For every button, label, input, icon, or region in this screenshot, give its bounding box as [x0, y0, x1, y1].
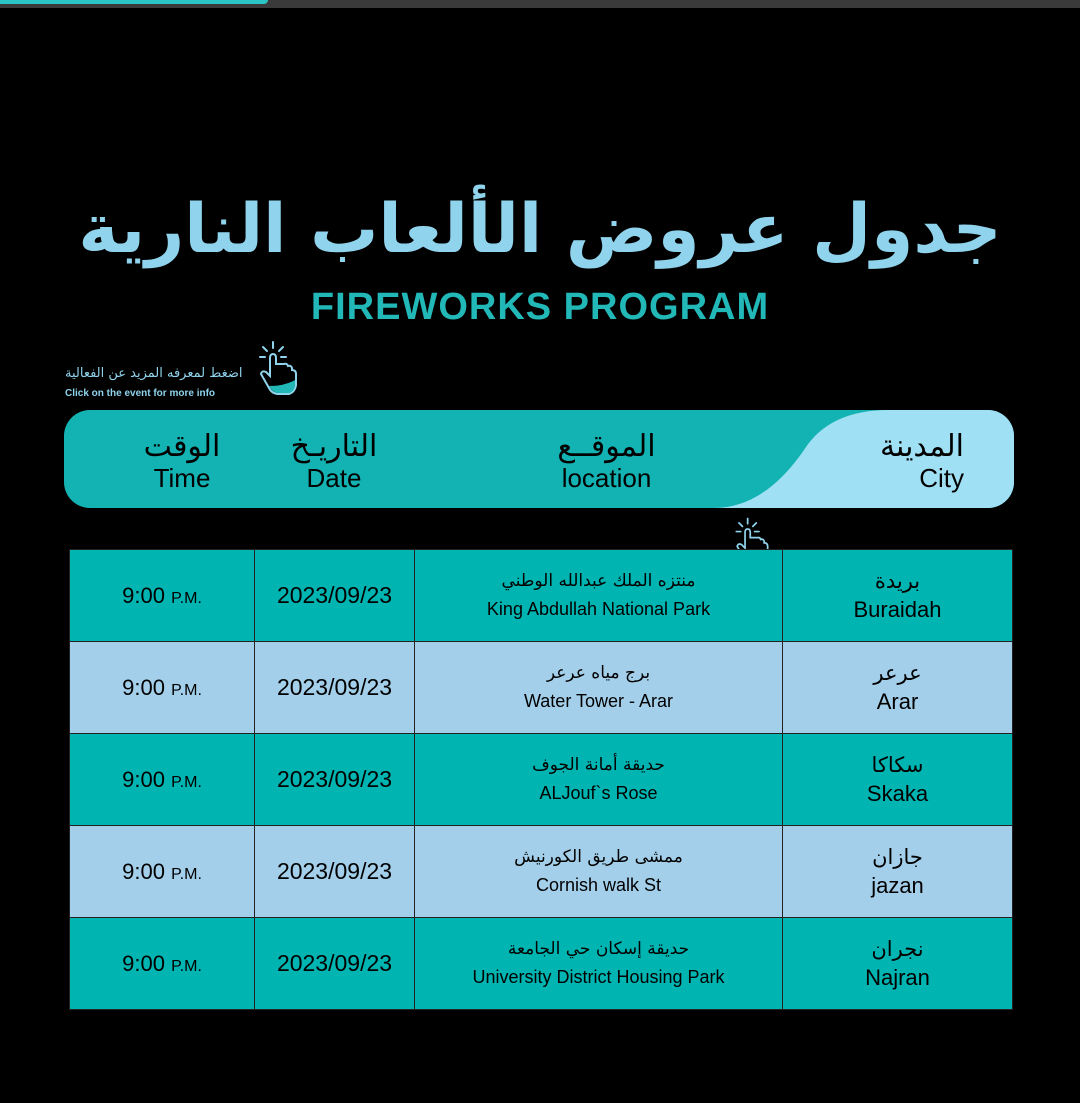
location-cell[interactable] [415, 826, 783, 918]
header-date [274, 430, 394, 493]
header-location-en: location [561, 462, 652, 493]
table-row[interactable] [70, 642, 1013, 734]
header-city-ar: المدينة [879, 429, 964, 464]
time-suffix: P.M. [171, 773, 202, 791]
table-row[interactable] [70, 826, 1013, 918]
date-cell: 2023/09/23 [255, 734, 415, 826]
location-en: King Abdullah National Park [486, 599, 711, 619]
header-date-en: Date [306, 462, 362, 493]
city-ar: بريدة [874, 568, 921, 593]
header-location [524, 430, 689, 493]
location-en: ALJouf`s Rose [539, 783, 658, 803]
location-en: Cornish walk St [535, 875, 662, 895]
time-suffix: P.M. [171, 865, 202, 883]
title-english: FIREWORKS PROGRAM [310, 286, 770, 328]
time-cell [70, 642, 255, 734]
location-ar: منتزه الملك عبدالله الوطني [501, 571, 696, 591]
click-hint [65, 340, 315, 405]
header-time-ar: الوقت [143, 429, 221, 464]
location-cell[interactable] [415, 918, 783, 1010]
hint-arabic: اضغط لمعرفه المزيد عن الفعالية [65, 366, 243, 381]
city-ar: سكاكا [871, 752, 924, 777]
time-value: 9:00 [122, 950, 165, 976]
table-row[interactable] [70, 550, 1013, 642]
time-value: 9:00 [122, 766, 165, 792]
time-value: 9:00 [122, 674, 165, 700]
table-row[interactable] [70, 734, 1013, 826]
header-time-en: Time [153, 462, 211, 493]
city-ar: عرعر [873, 660, 922, 685]
events-table [69, 549, 1013, 1010]
city-en: Buraidah [853, 596, 942, 622]
date-cell: 2023/09/23 [255, 826, 415, 918]
top-bar-accent [0, 0, 268, 4]
location-cell[interactable] [415, 734, 783, 826]
city-cell [783, 550, 1013, 642]
table-header [64, 410, 1014, 508]
location-ar: ممشى طريق الكورنيش [514, 847, 683, 867]
city-ar: نجران [871, 936, 924, 961]
city-en: Najran [865, 964, 930, 990]
time-value: 9:00 [122, 858, 165, 884]
location-ar: حديقة أمانة الجوف [532, 755, 665, 775]
time-suffix: P.M. [171, 681, 202, 699]
city-en: Arar [876, 688, 919, 714]
time-cell [70, 918, 255, 1010]
time-value: 9:00 [122, 582, 165, 608]
time-cell [70, 826, 255, 918]
header-location-ar: الموقــع [557, 429, 656, 464]
city-en: Skaka [866, 780, 929, 806]
location-en: Water Tower - Arar [523, 691, 674, 711]
city-cell [783, 642, 1013, 734]
header-city-en: City [919, 462, 964, 493]
header-city [864, 430, 964, 493]
hint-english: Click on the event for more info [65, 388, 216, 399]
header-time [132, 430, 232, 493]
city-cell [783, 918, 1013, 1010]
table-row[interactable] [70, 918, 1013, 1010]
time-cell [70, 734, 255, 826]
city-cell [783, 826, 1013, 918]
top-bar [0, 0, 1080, 8]
time-suffix: P.M. [171, 589, 202, 607]
city-cell [783, 734, 1013, 826]
city-ar: جازان [872, 844, 923, 869]
location-cell[interactable] [415, 642, 783, 734]
hand-pointer-icon [255, 340, 301, 398]
time-cell [70, 550, 255, 642]
city-en: jazan [871, 872, 924, 898]
date-cell: 2023/09/23 [255, 642, 415, 734]
header-date-ar: التاريـخ [290, 429, 378, 464]
location-ar: برج مياه عرعر [546, 663, 651, 683]
title-arabic: جدول عروض الألعاب النارية [78, 190, 1002, 269]
location-ar: حديقة إسكان حي الجامعة [507, 939, 690, 959]
date-cell: 2023/09/23 [255, 918, 415, 1010]
time-suffix: P.M. [171, 957, 202, 975]
location-cell[interactable] [415, 550, 783, 642]
date-cell: 2023/09/23 [255, 550, 415, 642]
location-en: University District Housing Park [472, 967, 725, 987]
